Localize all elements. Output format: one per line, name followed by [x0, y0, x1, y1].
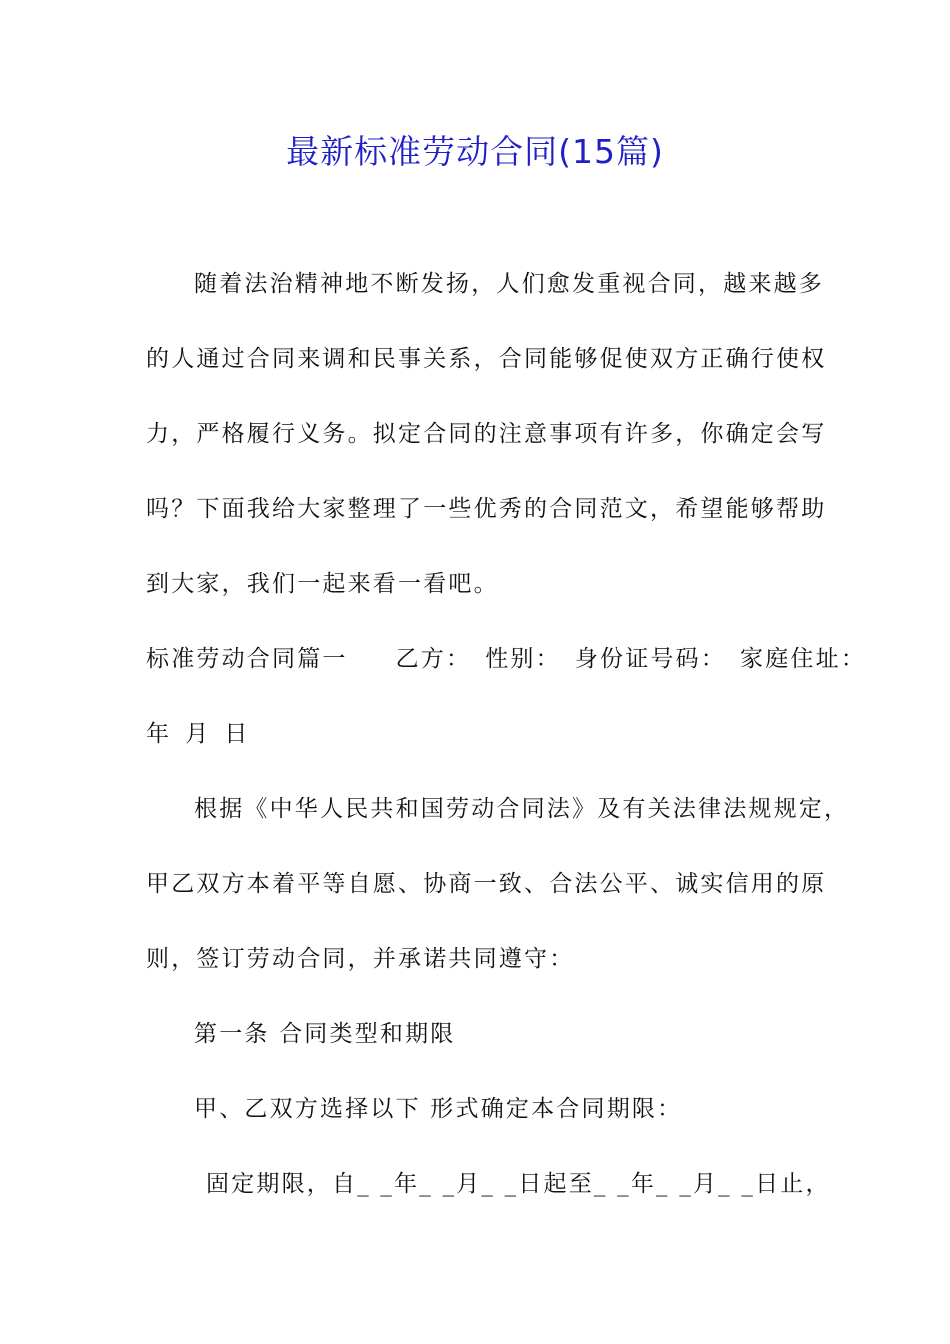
intro-line-4: 吗？下面我给大家整理了一些优秀的合同范文，希望能够帮助 [146, 496, 827, 522]
document-body [146, 262, 867, 1237]
intro-line-5: 到大家，我们一起来看一看吧。 [146, 571, 499, 597]
address-label: 家庭住址： [740, 646, 867, 672]
party-b-label: 乙方： [395, 646, 472, 672]
preamble-line-1: 根据《中华人民共和国劳动合同法》及有关法律法规规定， [194, 796, 850, 822]
fixed-term-line: 固定期限，自_ _年_ _月_ _日起至_ _年_ _月_ _日止， [206, 1171, 831, 1197]
date-year: 年 [146, 721, 172, 747]
intro-line-1: 随着法治精神地不断发扬，人们愈发重视合同，越来越多 [194, 271, 824, 297]
id-number-label: 身份证号码： [574, 646, 727, 672]
preamble-line-3: 则，签订劳动合同，并承诺共同遵守： [146, 946, 575, 972]
intro-line-2: 的人通过合同来调和民事关系，合同能够促使双方正确行使权 [146, 346, 827, 372]
date-day: 日 [224, 721, 250, 747]
intro-line-3: 力，严格履行义务。拟定合同的注意事项有许多，你确定会写 [146, 421, 827, 447]
party-info-line [146, 637, 867, 712]
article-1-heading: 第一条 合同类型和期限 [194, 1021, 456, 1047]
gender-label: 性别： [485, 646, 561, 672]
preamble-line-2: 甲乙双方本着平等自愿、协商一致、合法公平、诚实信用的原 [146, 871, 827, 897]
article-1-text: 甲、乙双方选择以下 形式确定本合同期限： [194, 1096, 683, 1122]
date-line [146, 712, 826, 787]
document-title: 最新标准劳动合同(15篇) [286, 132, 664, 171]
date-month: 月 [185, 721, 211, 747]
section-heading: 标准劳动合同篇一 [146, 646, 348, 672]
